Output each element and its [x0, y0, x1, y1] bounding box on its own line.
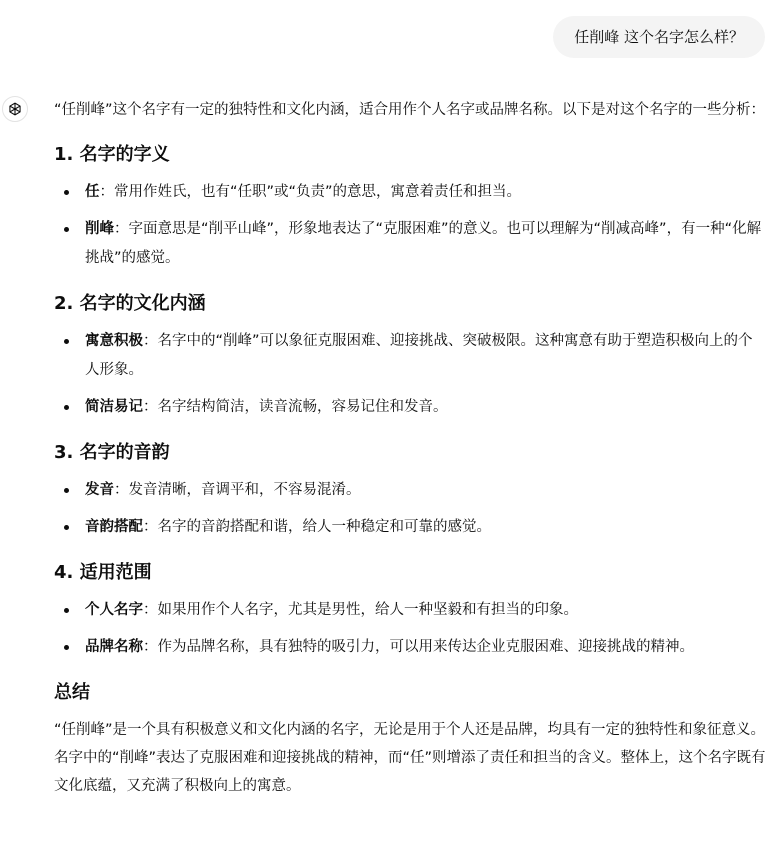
section-heading: 3. 名字的音韵 [54, 442, 170, 463]
item-term: 发音 [85, 482, 114, 498]
item-term: 个人名字 [85, 602, 143, 618]
list-item [54, 513, 766, 542]
item-term: 音韵搭配 [85, 519, 143, 535]
intro-paragraph: “任削峰”这个名字有一定的独特性和文化内涵，适合用作个人名字或品牌名称。以下是对这个名字的一些分析： [54, 102, 766, 118]
bullet-dot [64, 339, 69, 344]
item-text: ：如果用作个人名字，尤其是男性，给人一种坚毅和有担当的印象。 [143, 602, 578, 618]
item-text: ：名字中的“削峰”可以象征克服困难、迎接挑战、突破极限。这种寓意有助于塑造积极向上的个人形象。 [85, 333, 753, 378]
bullet-dot [64, 525, 69, 530]
bullet-dot [64, 190, 69, 195]
assistant-avatar [2, 96, 28, 122]
user-message-bubble [553, 16, 765, 58]
bullet-list [54, 178, 766, 273]
item-term: 任 [85, 184, 100, 200]
bullet-dot [64, 227, 69, 232]
list-item [54, 178, 766, 207]
bullet-dot [64, 488, 69, 493]
list-item [54, 476, 766, 505]
bullet-dot [64, 645, 69, 650]
bullet-list [54, 476, 766, 542]
summary-paragraph: “任削峰”是一个具有积极意义和文化内涵的名字，无论是用于个人还是品牌，均具有一定的独特性和象征意义。名字中的“削峰”表达了克服困难和迎接挑战的精神，而“任”则增添了责任和担当的含义。整体上，这个名字既有文化底蕴，又充满了积极向上的寓意。 [54, 722, 766, 794]
item-text: ：发音清晰，音调平和，不容易混淆。 [114, 482, 361, 498]
item-text: ：常用作姓氏，也有“任职”或“负责”的意思，寓意着责任和担当。 [99, 184, 522, 200]
item-text: ：名字的音韵搭配和谐，给人一种稳定和可靠的感觉。 [143, 519, 491, 535]
item-term: 削峰 [85, 221, 114, 237]
item-text: ：字面意思是“削平山峰”，形象地表达了“克服困难”的意义。也可以理解为“削减高峰”，有一种“化解挑战”的感觉。 [85, 221, 762, 266]
section-heading: 2. 名字的文化内涵 [54, 293, 206, 314]
bullet-dot [64, 608, 69, 613]
item-term: 简洁易记 [85, 399, 143, 415]
list-item [54, 393, 766, 422]
item-text: ：作为品牌名称，具有独特的吸引力，可以用来传达企业克服困难、迎接挑战的精神。 [143, 639, 694, 655]
section-heading: 4. 适用范围 [54, 562, 152, 583]
list-item [54, 327, 766, 385]
list-item [54, 215, 766, 273]
item-term: 品牌名称 [85, 639, 143, 655]
list-item [54, 596, 766, 625]
item-term: 寓意积极 [85, 333, 143, 349]
summary-heading: 总结 [54, 682, 90, 703]
openai-logo-icon [7, 101, 23, 117]
list-item [54, 633, 766, 662]
section-heading: 1. 名字的字义 [54, 144, 170, 165]
bullet-list [54, 596, 766, 662]
item-text: ：名字结构简洁，读音流畅，容易记住和发音。 [143, 399, 448, 415]
bullet-dot [64, 405, 69, 410]
user-message-text: 任削峰 这个名字怎么样？ [574, 28, 744, 46]
bullet-list [54, 327, 766, 422]
assistant-message [54, 96, 766, 800]
